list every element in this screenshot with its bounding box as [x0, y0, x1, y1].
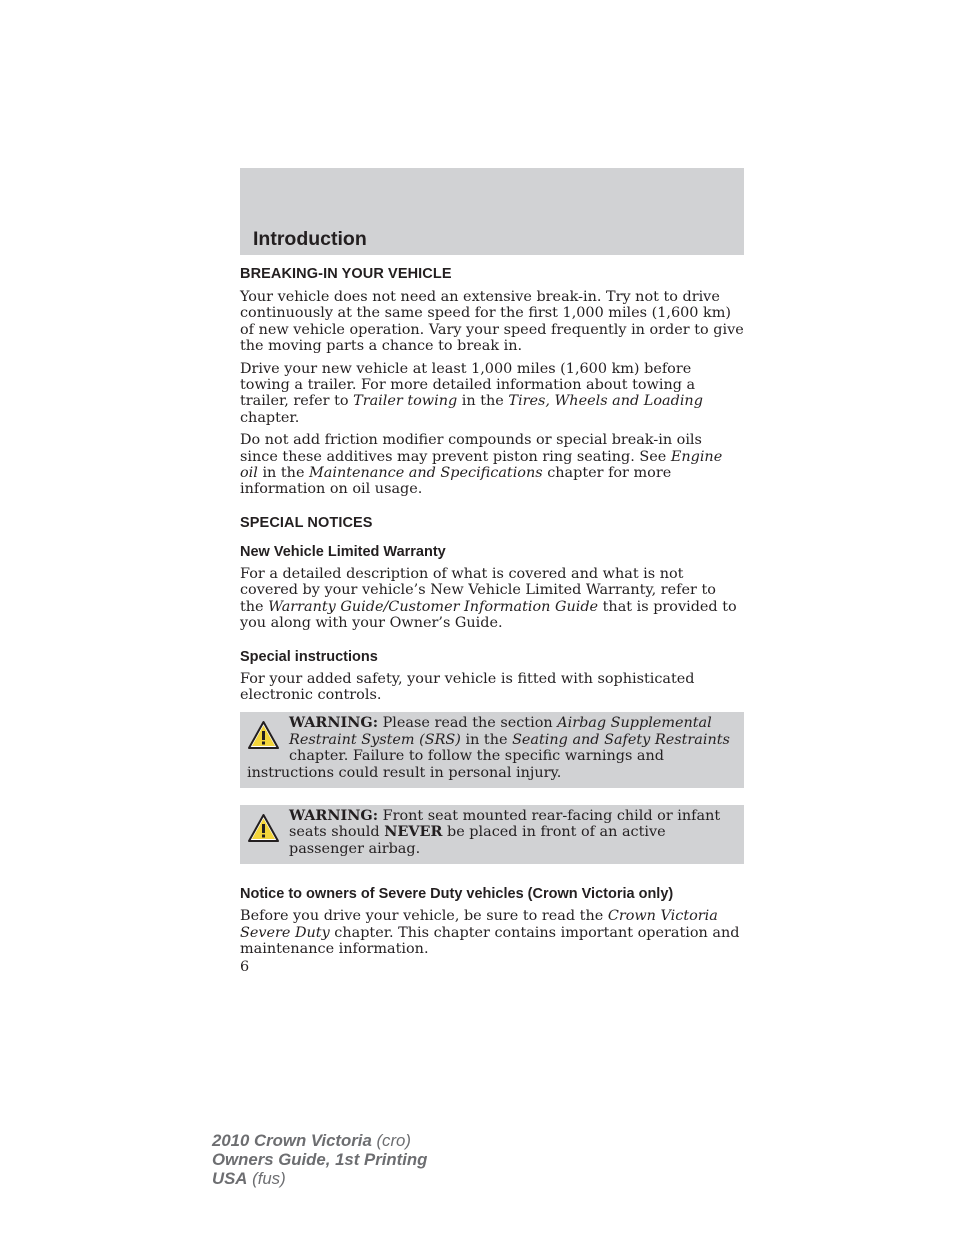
reference-seating-chapter: Seating and Safety Restraints: [512, 731, 730, 748]
footer-market: USA: [212, 1169, 248, 1188]
chapter-title: Introduction: [253, 228, 367, 250]
severe-duty-paragraph: [240, 908, 744, 957]
reference-engine-oil: Engine oil: [240, 448, 723, 482]
footer-line-3: [212, 1169, 427, 1188]
chapter-header-band: [240, 168, 744, 255]
subheading-special-instructions: Special instructions: [240, 648, 378, 665]
footer-market-code: (fus): [247, 1169, 286, 1188]
reference-warranty-guide: Warranty Guide/Customer Information Guide: [268, 598, 599, 615]
reference-maintenance-chapter: Maintenance and Specifications: [309, 465, 543, 482]
footer-line-2: [212, 1150, 427, 1169]
section-heading-special-notices: SPECIAL NOTICES: [240, 514, 373, 531]
warranty-paragraph: [240, 566, 744, 632]
breaking-in-paragraph-1: Your vehicle does not need an extensive break-in. Try not to drive continuously at the same speed for the first 1,000 miles (1,600 km) of new vehicle operation. Vary your speed frequently in order to give the moving parts a chance to break in.: [240, 289, 744, 355]
text-run: Before you drive your vehicle, be sure to read the: [240, 908, 608, 925]
section-heading-breaking-in: BREAKING-IN YOUR VEHICLE: [240, 266, 452, 282]
reference-airbag-srs: Airbag Supplemental Restraint System (SRS): [289, 715, 712, 748]
reference-severe-duty-chapter: Crown Victoria Severe Duty: [240, 908, 718, 941]
text-run: Do not add friction modifier compounds or special break-in oils since these additives may prevent piston ring seating. See: [240, 432, 702, 465]
warning-label: WARNING:: [289, 714, 379, 732]
text-run: that is provided to you along with your Owner’s Guide.: [240, 598, 737, 632]
breaking-in-paragraph-2: [240, 361, 744, 427]
breaking-in-paragraph-3: [240, 432, 744, 498]
document-footer: [212, 1131, 427, 1188]
warning-box-airbag-srs: [240, 712, 744, 788]
reference-trailer-towing: Trailer towing: [353, 393, 458, 410]
footer-model-code: (cro): [371, 1131, 411, 1150]
text-run: in the: [460, 731, 513, 748]
footer-model: 2010 Crown Victoria: [212, 1131, 372, 1150]
page-number: 6: [240, 959, 250, 975]
text-run: chapter for more information on oil usage.: [240, 465, 672, 498]
text-run: in the: [257, 465, 310, 482]
emphasis-never: NEVER: [384, 823, 443, 841]
warning-triangle-icon: [247, 813, 280, 843]
text-run: Front seat mounted rear-facing child or infant seats should: [289, 807, 721, 841]
text-run: chapter. This chapter contains important operation and maintenance information.: [240, 924, 740, 957]
page-content: [240, 266, 744, 963]
warning-triangle-icon: [247, 720, 280, 750]
text-run: chapter. Failure to follow the specific warnings and instructions could result in personal injury.: [247, 748, 664, 781]
text-run: Please read the section: [378, 715, 558, 732]
text-run: Drive your new vehicle at least 1,000 miles (1,600 km) before towing a trailer. For more detailed information about towing a trailer, refer to: [240, 360, 696, 410]
footer-line-1: [212, 1131, 427, 1150]
text-run: chapter.: [240, 409, 300, 426]
text-run: in the: [457, 393, 509, 410]
footer-printing: Owners Guide, 1st Printing: [212, 1150, 428, 1169]
subheading-severe-duty: Notice to owners of Severe Duty vehicles (Crown Victoria only): [240, 886, 674, 903]
reference-tires-chapter: Tires, Wheels and Loading: [508, 393, 703, 410]
text-run: For a detailed description of what is covered and what is not covered by your vehicle’s New Vehicle Limited Warranty, refer to the: [240, 565, 716, 615]
subheading-warranty: New Vehicle Limited Warranty: [240, 543, 446, 560]
text-run: be placed in front of an active passenger airbag.: [289, 824, 666, 857]
instructions-paragraph: For your added safety, your vehicle is fitted with sophisticated electronic controls.: [240, 670, 695, 703]
warning-label: WARNING:: [289, 806, 379, 824]
warning-box-child-seat: [240, 805, 744, 864]
